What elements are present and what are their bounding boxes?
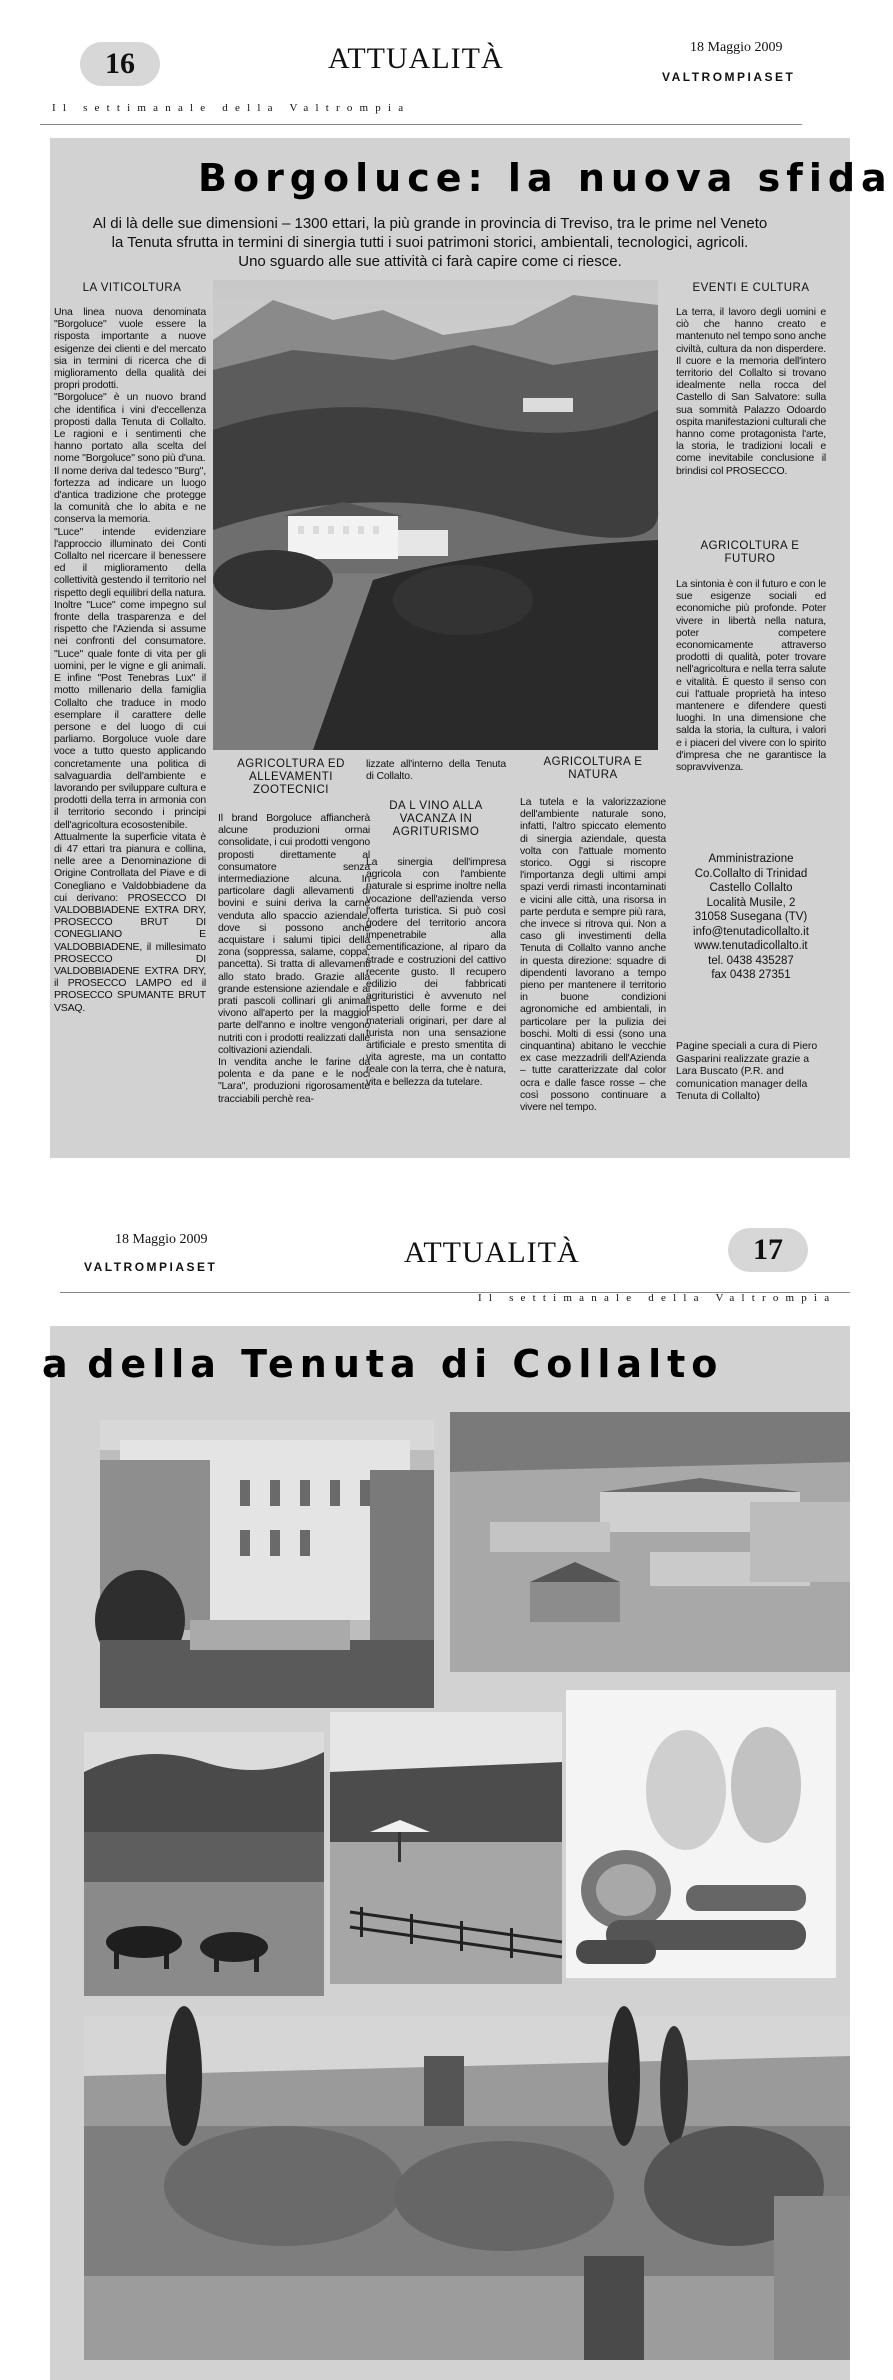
contact-website: www.tenutadicollalto.it (694, 940, 808, 952)
section-title: ATTUALITÀ (328, 42, 504, 75)
section-title: ATTUALITÀ (404, 1236, 580, 1269)
villa-courtyard-photo (100, 1420, 434, 1708)
contact-line: 31058 Susegana (TV) (694, 911, 808, 923)
column-agriturismo: La sinergia dell'impresa agricola con l'ambiente naturale si esprime inoltre nella vocazione dell'azienda verso l'offerta turistica. Si può così godere del territorio ancora impenetrabile alla cementificazione, al riparo da strade e costruzioni del cattivo recente gusto. Il recupero edilizio dei fabbricati agrituristici è avvenuto nel rispetto delle forme e dei materiali originari, per dare al turista non una sensazione artificiale e presto smentita di vita agreste, ma un contatto reale con la terra, che è natura, vita e bellezza da tutelare. (366, 856, 506, 1088)
villa-landscape-photo (213, 280, 658, 750)
article-headline: Borgoluce: la nuova sfida (198, 156, 893, 200)
intro-line: la Tenuta sfrutta in termini di sinergia tutti i suoi patrimoni storici, ambientali, tecnologici, agricoli. (111, 234, 749, 251)
castle-garden-photo (84, 2016, 850, 2360)
subheading-agriturismo: DA L VINO ALLA VACANZA IN AGRITURISMO (389, 800, 483, 838)
contact-phone: tel. 0438 435287 (708, 954, 794, 967)
column-agriturismo-lead: lizzate all'interno della Tenuta di Collalto. (366, 758, 506, 783)
subheading-agricoltura-futuro: AGRICOLTURA E FUTURO (700, 540, 800, 565)
contact-fax: fax 0438 27351 (711, 969, 791, 981)
column-agricoltura-allevamenti: Il brand Borgoluce affiancherà alcune produzioni ormai consolidate, i cui prodotti vengono proposti direttamente al consumatore senza intermediazione alcuna. In particolare dagli allevamenti di bovini e suini deriva la carne venduta allo spaccio aziendale, dove si possono anche acquistare i salumi tipici della zona (soppressa, salame, coppa, pancetta). Si tratta di allevamenti allo stato brado. Grazie alla grande estensione aziendale e ai prati pascoli collinari gli animali vivono all'aperto per la maggior parte dell'anno e inoltre vengono nutriti con i prodotti realizzati dalle coltivazioni aziendali. In vendita anche le farine da polenta e da pane e le noci "Lara", produzioni rigorosamente tracciabili perchè rea- (218, 812, 370, 1105)
page-number: 16 (80, 42, 160, 86)
issue-date: 18 Maggio 2009 (115, 1232, 208, 1247)
headline-clip (42, 1338, 850, 1398)
credits: Pagine speciali a cura di Piero Gasparini realizzate grazie a Lara Buscato (P.R. and comunication manager della Tenuta di Collalto) (676, 1040, 818, 1102)
contact-line: Amministrazione (708, 853, 794, 865)
masthead: VALTROMPIASET (662, 70, 796, 84)
column-viticoltura: Una linea nuova denominata "Borgoluce" vuole essere la risposta importante a nuove esigenze dei clienti e del mercato sia in termini di ricerca che di miglioramento della qualità dei propri prodotti. "Borgoluce" è un nuovo brand che identifica i vini d'eccellenza proposti dalla Tenuta di Collalto. Le ragioni e i sentimenti che hanno portato alla scelta del nome "Borgoluce" sono più d'una. Il nome deriva dal tedesco "Burg", fortezza ad indicare un luogo d'antica tradizione che protegge la comunità che lo abita e ne conserva la memoria. "Luce" intende evidenziare l'approccio illuminato dei Conti Collalto nel ricercare il benessere ed il miglioramento della collettività gestendo il territorio nel rispetto degli equilibri della natura. Inoltre "Luce" come impegno sul fronte della trasparenza e del rispetto che l'Azienda si assume nei confronti del consumatore. "Luce" quale fonte di vita per gli uomini, per le vigne e gli animali. E infine "Post Tenebras Lux" il motto millenario della famiglia Collalto che traduce in modo esemplare il carattere delle persone e del luogo di cui parliamo. Borgoluce vuole dare voce a tutto questo applicando concretamente una politica di salvaguardia dell'ambiente e lavorando per sviluppare cultura e prodotti della terra in armonia con il territorio secondo i principi dell'agricoltura ecosostenibile. Attualmente la superficie vitata è di 47 ettari tra pianura e collina, nelle aree a Denominazione di Origine Controllata del Piave e di Conegliano e Valdobbiadene da cui derivano: PROSECCO DI VALDOBBIADENE EXTRA DRY, PROSECCO BRUT DI CONEGLIANO E VALDOBBIADENE, il millesimato PROSECCO DI VALDOBBIADENE EXTRA DRY, il PROSECCO LAMPO ed il PROSECCO SPUMANTE BRUT VSAQ. (54, 306, 206, 1014)
issue-date: 18 Maggio 2009 (690, 40, 783, 55)
estate-aerial-photo (450, 1412, 850, 1672)
newspaper-page-16 (0, 0, 893, 1180)
cattle-grazing-photo (84, 1732, 324, 1996)
contact-line: Località Musile, 2 (706, 896, 796, 909)
page-number: 17 (728, 1228, 808, 1272)
subheading-viticoltura: LA VITICOLTURA (82, 282, 182, 294)
subheading-eventi-cultura: EVENTI E CULTURA (692, 282, 810, 294)
agriturismo-pool-photo (330, 1712, 562, 1984)
intro-line: Uno sguardo alle sue attività ci farà capire come ci riesce. (238, 253, 622, 270)
contact-line: Castello Collalto (709, 882, 793, 894)
tagline: Il settimanale della Valtrompia (52, 102, 411, 114)
contact-line: Co.Collalto di Trinidad (694, 867, 808, 880)
subheading-agricoltura-natura: AGRICOLTURA E NATURA (543, 756, 643, 781)
column-agricoltura-natura: La tutela e la valorizzazione dell'ambiente naturale sono, infatti, l'altro spiccato elemento di sinergia aziendale, questa volta con l'attuale momento storico. Oggi si riscopre l'importanza degli ultimi ampi spazi verdi rimasti incontaminati e vicini alle città, una risorsa in parte perduta e sempre più rara, che invece si ritrova qui. Non a caso gli investimenti della Tenuta di Collalto vanno anche in questa direzione: squadre di dipendenti lavorano a tempo pieno per mantenere il territorio in buone condizioni agronomiche ed ambientali, in particolare per la pulizia dei boschi. Molti di essi (sono una cinquantina) abitano le vecchie ex case mezzadrili dell'Azienda – tutte caratterizzate dal color ocra e dalle fasce rosse – che così possono continuare a vivere nel tempo. (520, 796, 666, 1114)
contact-email: info@tenutadicollalto.it (693, 925, 809, 938)
subheading-agricoltura-allevamenti: AGRICOLTURA ED ALLEVAMENTI ZOOTECNICI (237, 758, 345, 796)
intro-line: Al di là delle sue dimensioni – 1300 ettari, la più grande in provincia di Treviso, tra le prime nel Veneto (92, 215, 768, 232)
article-intro (70, 214, 790, 271)
salumi-products-photo (566, 1690, 836, 1978)
article-headline-continued: a della Tenuta di Collalto (42, 1342, 724, 1386)
header-rule (40, 124, 802, 125)
column-eventi-cultura: La terra, il lavoro degli uomini e ciò che hanno creato e mantenuto nel tempo sono anche civiltà, cultura da non disperdere. Il cuore e la memoria dell'intero territorio del Collalto si trovano idealmente nella rocca del Castello di San Salvatore: sulla sua sommità Palazzo Odoardo ospita manifestazioni culturali che hanno come protagonista l'arte, la storia, le tradizioni locali e come inevitabile conclusione il brindisi col PROSECCO. (676, 306, 826, 477)
column-agricoltura-futuro: La sintonia è con il futuro e con le sue esigenze sociali ed economiche più profonde. Poter vivere in libertà nella natura, poter competere economicamente attraverso prodotti di qualità, poter trovare nell'agricoltura e nella terra salute e vitalità. È questo il senso con cui l'attuale proprietà ha inteso mantenere e difendere questi luoghi. In una dimensione che salda la storia, la cultura, i valori e i piaceri del vivere con lo spirito d'impresa che ne garantisce la sopravvivenza. (676, 578, 826, 774)
contact-block (676, 852, 826, 983)
masthead: VALTROMPIASET (84, 1260, 218, 1274)
tagline: Il settimanale della Valtrompia (478, 1292, 837, 1304)
